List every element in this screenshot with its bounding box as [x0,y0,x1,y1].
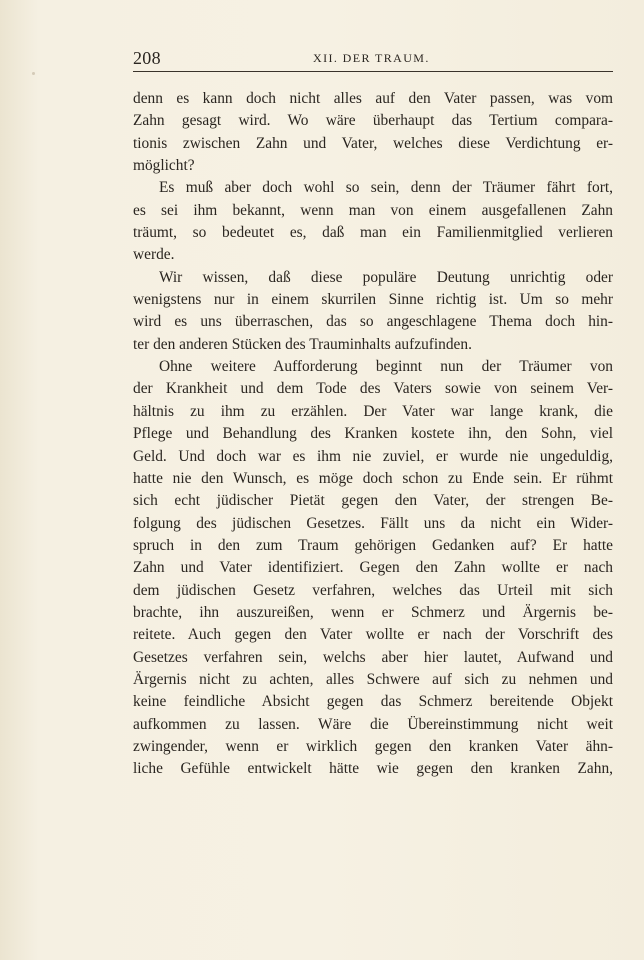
text-line: tionis zwischen Zahn und Vater, welches diese Verdichtung er- [133,134,613,152]
text-line: sich echt jüdischer Pietät gegen den Vater, der strengen Be- [133,492,613,510]
paper-speck [32,72,35,75]
header-rule [133,71,613,72]
text-line: liche Gefühle entwickelt hätte wie gegen den kranken Zahn, [133,760,613,778]
text-line: Pflege und Behandlung des Kranken kostete ihn, den Sohn, viel [133,425,613,443]
text-line: der Krankheit und dem Tode des Vaters sowie von seinem Ver- [133,380,613,398]
text-line: Wir wissen, daß diese populäre Deutung unrichtig oder [159,268,613,286]
text-line: Geld. Und doch war es ihm nie zuviel, er wurde nie ungeduldig, [133,447,613,465]
page-number: 208 [133,48,161,68]
text-line: dem jüdischen Gesetz verfahren, welches das Urteil mit sich [133,581,613,599]
text-line: Zahn und Vater identifiziert. Gegen den Zahn wollte er nach [133,559,613,577]
text-line: wenigstens nur in einem skurrilen Sinne richtig ist. Um so mehr [133,291,613,309]
text-line: brachte, ihn auszureißen, wenn er Schmerz und Ärgernis be- [133,603,613,621]
text-line: es sei ihm bekannt, wenn man von einem ausgefallenen Zahn [133,201,613,219]
text-line: hatte nie den Wunsch, es möge doch schon zu Ende sein. Er rühmt [133,469,613,487]
text-line: spruch in den zum Traum gehörigen Gedanken auf? Er hatte [133,536,613,554]
text-line: Gesetzes verfahren sein, welchs aber hier lautet, Aufwand und [133,648,613,666]
page-header [133,48,613,70]
running-head: XII. DER TRAUM. [313,51,430,65]
text-line: Ärgernis nicht zu achten, alles Schwere auf sich zu nehmen und [133,670,613,688]
text-line: ter den anderen Stücken des Trauminhalts aufzufinden. [133,335,472,353]
body-text [133,88,613,781]
text-line: träumt, so bedeutet es, daß man ein Familienmitglied verlieren [133,224,613,242]
text-line: Zahn gesagt wird. Wo wäre überhaupt das Tertium compara- [133,112,613,130]
text-line: Ohne weitere Aufforderung beginnt nun der Träumer von [159,358,613,376]
text-line: keine feindliche Absicht gegen das Schmerz bereitende Objekt [133,693,613,711]
text-line: folgung des jüdischen Gesetzes. Fällt uns da nicht ein Wider- [133,514,613,532]
text-line: werde. [133,246,175,264]
text-line: denn es kann doch nicht alles auf den Vater passen, was vom [133,90,613,107]
text-line: aufkommen zu lassen. Wäre die Übereinstimmung nicht weit [133,715,613,733]
text-line: Es muß aber doch wohl so sein, denn der Träumer fährt fort, [159,179,613,197]
text-line: reitete. Auch gegen den Vater wollte er nach der Vorschrift des [133,626,613,644]
text-line: zwingender, wenn er wirklich gegen den kranken Vater ähn- [133,737,613,755]
text-line: möglicht? [133,157,195,175]
text-line: hältnis zu ihm zu erzählen. Der Vater war lange krank, die [133,402,613,420]
text-line: wird es uns überraschen, das so angeschlagene Thema doch hin- [133,313,613,331]
